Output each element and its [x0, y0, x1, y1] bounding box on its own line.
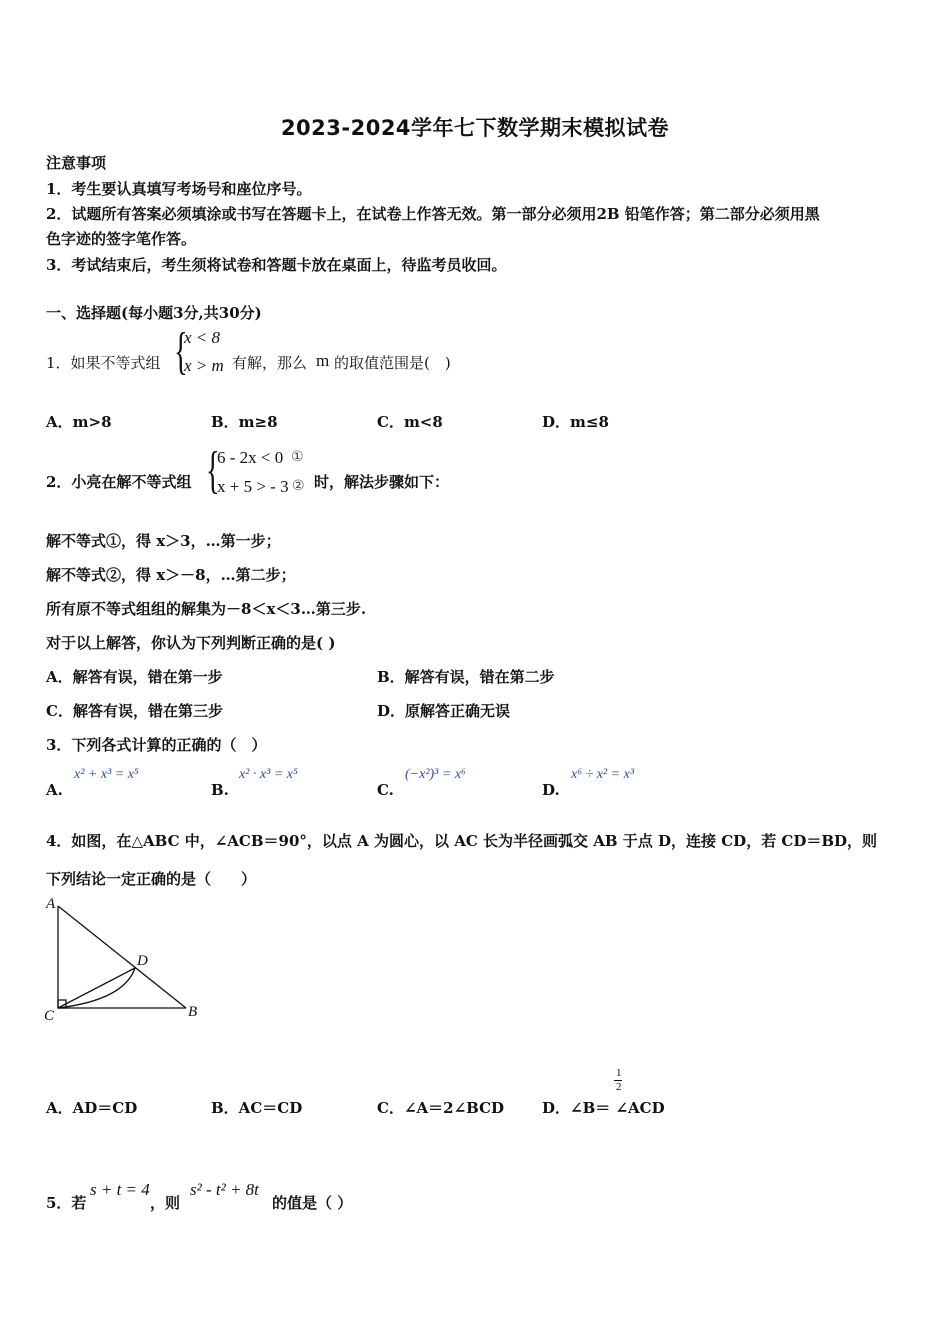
q1-m: m [316, 351, 330, 370]
q5-suffix: 的值是（ ） [272, 1194, 353, 1212]
q3-stem: 3．下列各式计算的正确的（ ） [46, 736, 267, 754]
q1-suffix-b: 的取值范围是( ) [334, 354, 451, 372]
q5-condition: s + t = 4 [90, 1180, 150, 1199]
q2-option-a: A．解答有误，错在第一步 [46, 668, 223, 686]
q2-step-1: 解不等式①，得 x＞3，…第一步； [46, 532, 281, 550]
q3-label-a: A. [46, 781, 63, 799]
q1-option-b: B．m≥8 [211, 413, 278, 431]
q1-option-d: D．m≤8 [542, 413, 609, 431]
q2-ineq-2: x + 5 > - 3 [217, 477, 289, 496]
q2-mark-1: ① [291, 449, 304, 465]
label-d: D [137, 953, 148, 969]
q4-triangle-figure [40, 892, 210, 1032]
q2-suffix: 时，解法步骤如下： [314, 473, 450, 491]
segment-cd [58, 968, 135, 1008]
label-a: A [46, 896, 56, 912]
label-b: B [188, 1004, 198, 1020]
q2-prefix: 2．小亮在解不等式组 [46, 473, 192, 491]
q2-option-b: B．解答有误，错在第二步 [377, 668, 555, 686]
notice-heading: 注意事项 [46, 154, 107, 172]
q2-option-d: D．原解答正确无误 [377, 702, 511, 720]
q4-option-c: C．∠A＝2∠BCD [377, 1099, 505, 1117]
q1-ineq-2: x > m [184, 356, 224, 375]
q3-formula-d: x⁶ ÷ x² = x³ [571, 767, 635, 782]
q1-option-c: C．m<8 [377, 413, 443, 431]
q5-expression: s² - t² + 8t [190, 1180, 259, 1199]
q4-stem-1: 4．如图，在△ABC 中，∠ACB＝90°，以点 A 为圆心，以 AC 长为半径画弧交 AB 于点 D，连接 CD，若 CD＝BD，则 [46, 832, 878, 850]
q4-fraction-num: 1 [616, 1067, 622, 1079]
notice-item-2-cont: 色字迹的签字笔作答。 [46, 230, 197, 248]
q2-step-3: 所有原不等式组组的解集为－8＜x＜3…第三步. [46, 600, 367, 618]
q4-option-d: D．∠B＝ ∠ACD [542, 1099, 665, 1117]
q2-option-c: C．解答有误，错在第三步 [46, 702, 223, 720]
q1-suffix-a: 有解，那么 [232, 354, 308, 372]
q1-option-a: A．m>8 [46, 413, 112, 431]
q1-ineq-1: x < 8 [184, 328, 221, 347]
q2-question: 对于以上解答，你认为下列判断正确的是( ) [46, 634, 336, 652]
q3-formula-c: (−x²)³ = x⁶ [405, 767, 466, 782]
q2-ineq-1: 6 - 2x < 0 [217, 448, 284, 467]
q3-formula-a: x² + x³ = x⁵ [74, 767, 139, 782]
q1-brace: { [174, 323, 188, 380]
q5-prefix: 5．若 [46, 1194, 87, 1212]
label-c: C [44, 1008, 55, 1024]
q2-brace: { [206, 442, 220, 499]
q1-prefix: 1．如果不等式组 [46, 354, 161, 372]
q4-stem-2: 下列结论一定正确的是（ ） [46, 870, 257, 888]
q3-formula-b: x² · x³ = x⁵ [239, 767, 298, 782]
notice-item-2: 2．试题所有答案必须填涂或书写在答题卡上，在试卷上作答无效。第一部分必须用2B 铅笔作答；第二部分必须用黑 [46, 205, 820, 223]
q3-label-d: D. [542, 781, 560, 799]
notice-item-1: 1．考生要认真填写考场号和座位序号。 [46, 180, 312, 198]
side-ab [58, 906, 186, 1008]
section-heading: 一、选择题(每小题3分,共30分) [46, 304, 262, 322]
q4-option-a: A．AD＝CD [46, 1099, 138, 1117]
q3-label-c: C. [377, 781, 394, 799]
notice-item-3: 3．考试结束后，考生须将试卷和答题卡放在桌面上，待监考员收回。 [46, 256, 507, 274]
q2-step-2: 解不等式②，得 x＞－8，…第二步； [46, 566, 296, 584]
q4-option-b: B．AC＝CD [211, 1099, 303, 1117]
q3-label-b: B. [211, 781, 229, 799]
q4-fraction-den: 2 [616, 1081, 622, 1093]
q5-mid: ，则 [150, 1194, 181, 1212]
page-title: 2023-2024学年七下数学期末模拟试卷 [280, 116, 670, 140]
q2-mark-2: ② [292, 478, 305, 494]
